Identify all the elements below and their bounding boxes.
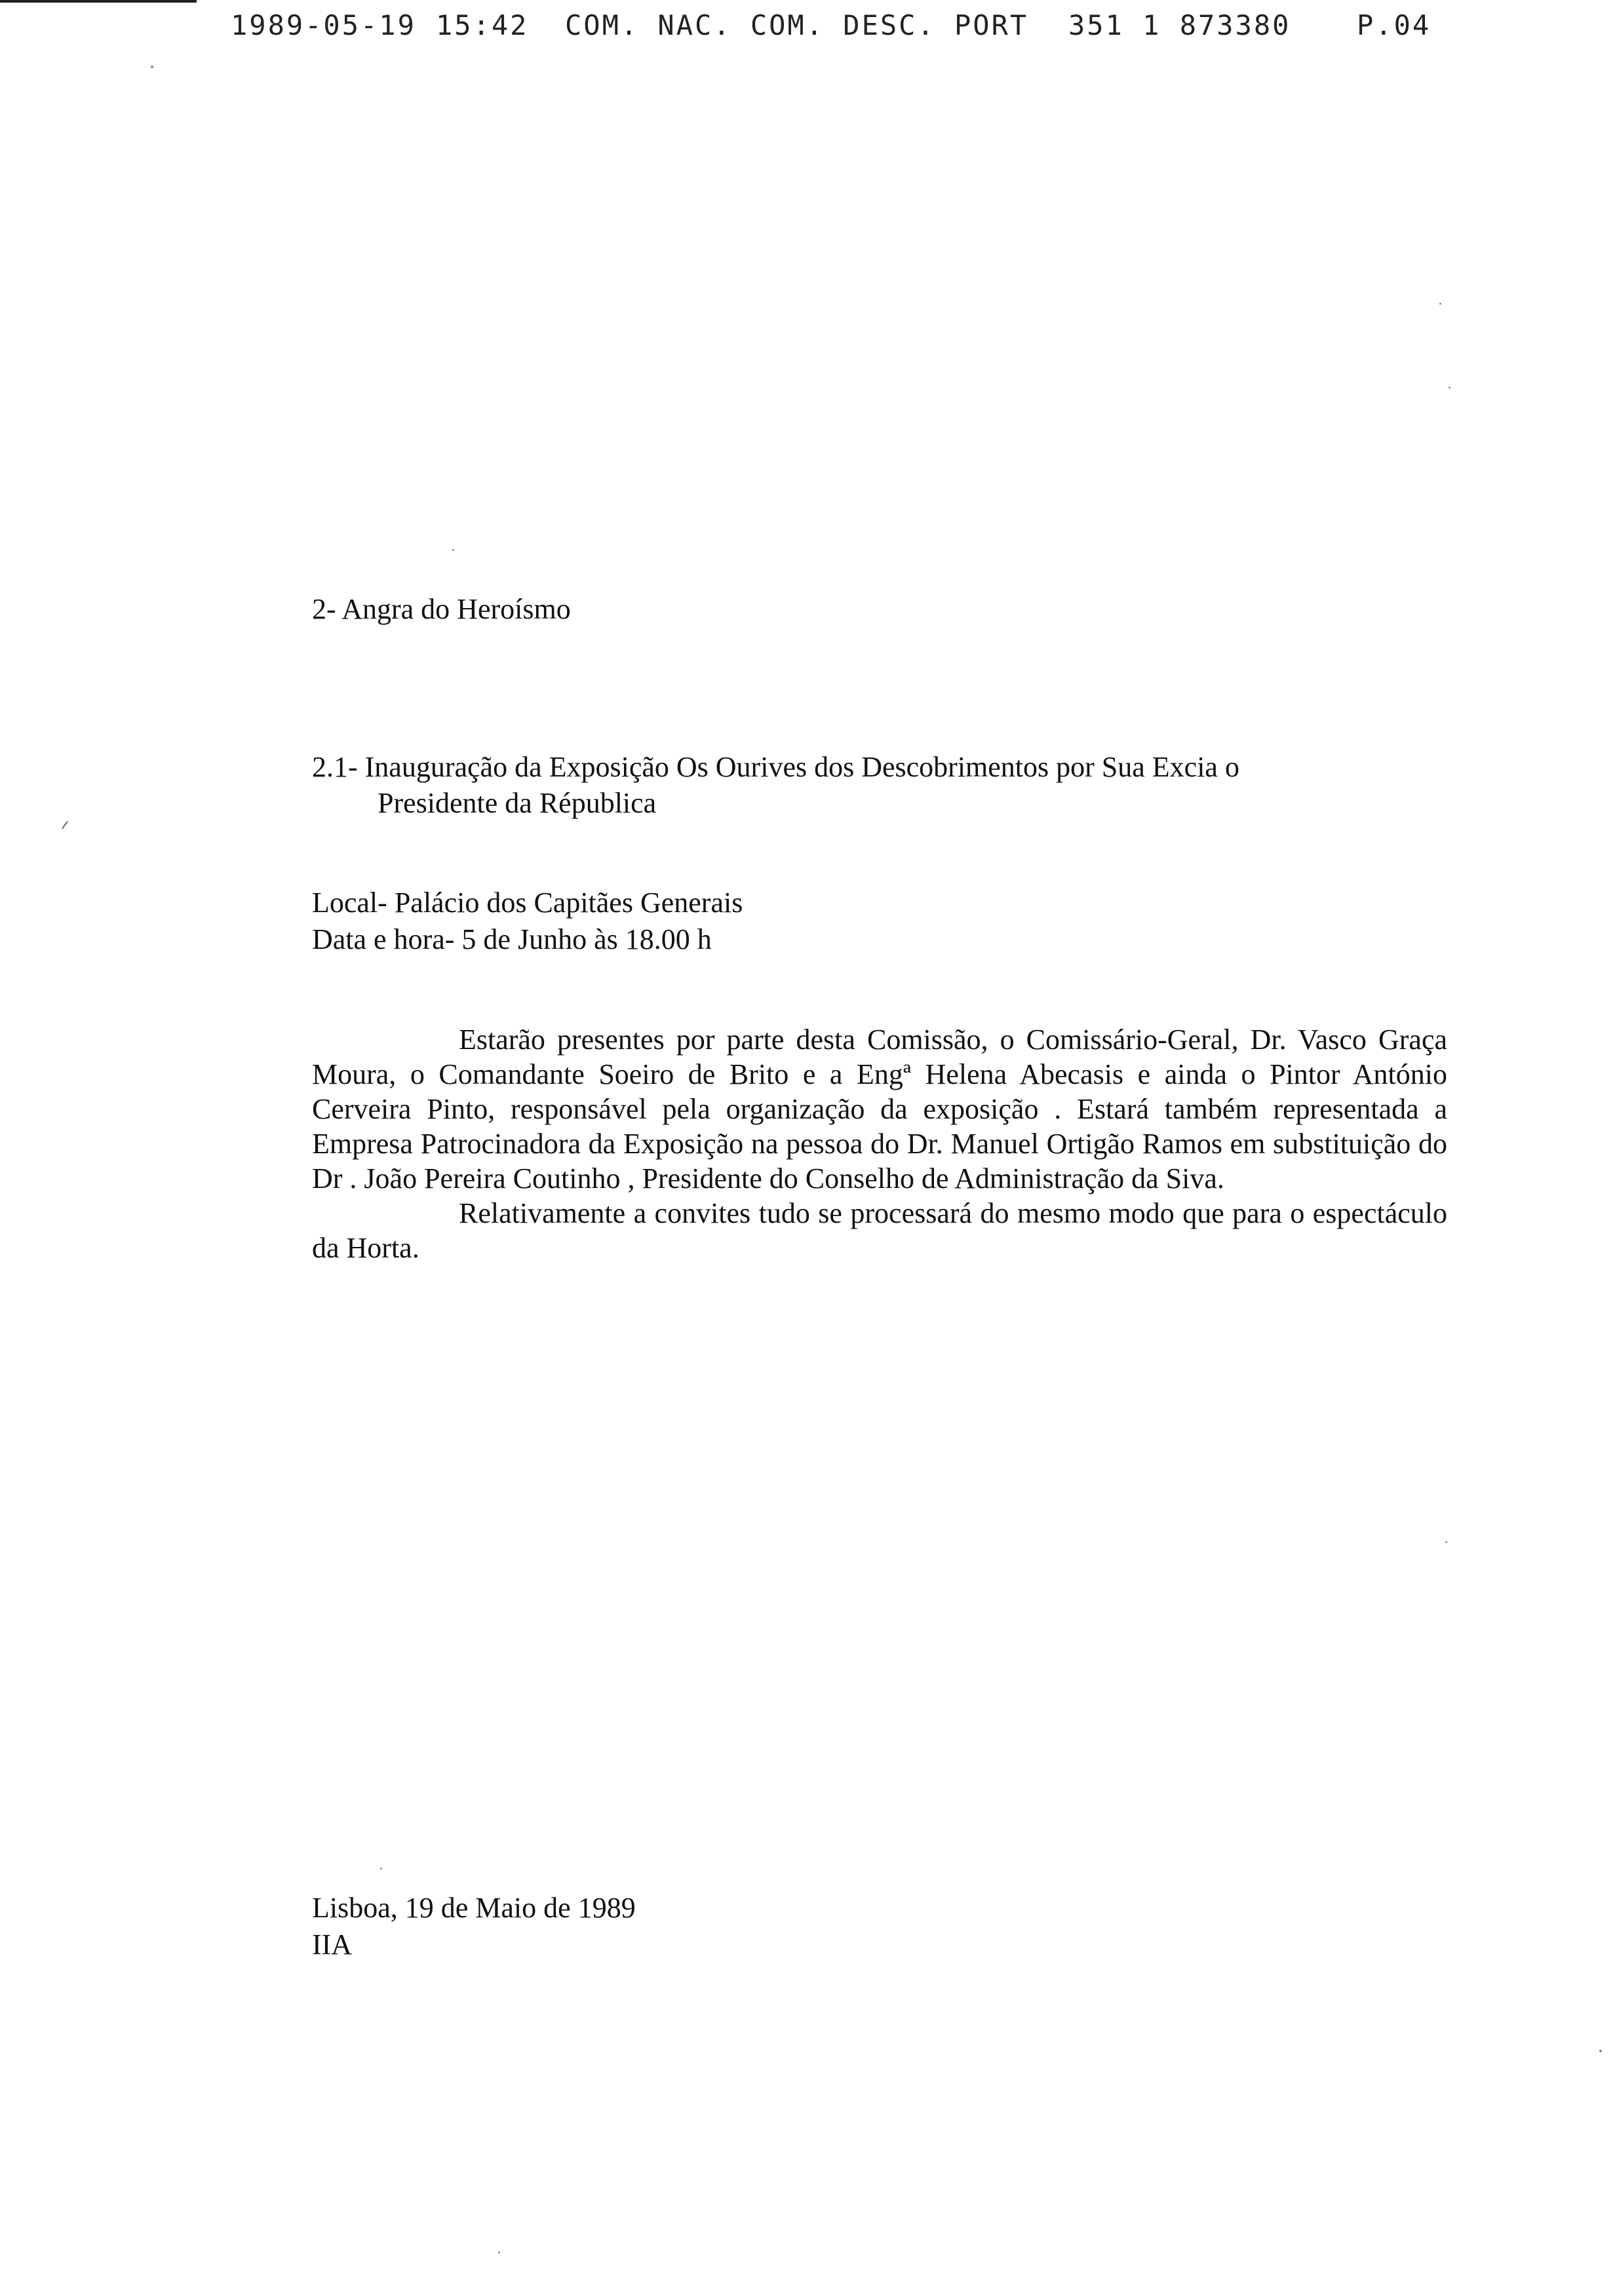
body-text: [312, 1022, 1447, 1265]
fax-sender: COM. NAC. COM. DESC. PORT: [565, 9, 1029, 41]
body-paragraph-1: Estarão presentes por parte desta Comissão, o Comissário-Geral, Dr. Vasco Graça Moura, o Comandante Soeiro de Brito e a Engª Helena Abecasis e ainda o Pintor António Cerveira Pinto, responsável pela organização da exposição . Estará também representada a Empresa Patrocinadora da Exposição na pessoa do Dr. Manuel Ortigão Ramos em substituição do Dr . João Pereira Coutinho , Presidente do Conselho de Administração da Siva.: [312, 1024, 1447, 1195]
event-location: Local- Palácio dos Capitães Generais: [312, 887, 743, 919]
place-and-date: Lisboa, 19 de Maio de 1989: [312, 1892, 636, 1924]
scan-speck: [498, 2251, 500, 2253]
scan-speck: [452, 549, 454, 551]
scan-speck: [1599, 2050, 1602, 2052]
scan-speck: [1445, 1541, 1447, 1543]
fax-phone: 351 1 873380: [1068, 9, 1291, 41]
item-title-line2: Presidente da Républica: [378, 787, 657, 819]
signature-initials: IIA: [312, 1928, 353, 1961]
fax-date: 1989-05-19: [231, 9, 416, 41]
fax-time: 15:42: [436, 9, 529, 41]
item-title-line1: 2.1- Inauguração da Exposição Os Ourives dos Descobrimentos por Sua Excia o: [312, 751, 1239, 783]
scan-speck: [1439, 303, 1441, 305]
scan-speck: [380, 1867, 382, 1869]
scan-speck: [1449, 387, 1450, 389]
section-title: 2- Angra do Heroísmo: [312, 593, 571, 625]
fax-page-number: P.04: [1357, 9, 1431, 41]
body-paragraph-2: Relativamente a convites tudo se processará do mesmo modo que para o espectáculo da Horta.: [312, 1197, 1447, 1264]
scan-speck: [151, 66, 153, 68]
event-datetime: Data e hora- 5 de Junho às 18.00 h: [312, 923, 712, 955]
